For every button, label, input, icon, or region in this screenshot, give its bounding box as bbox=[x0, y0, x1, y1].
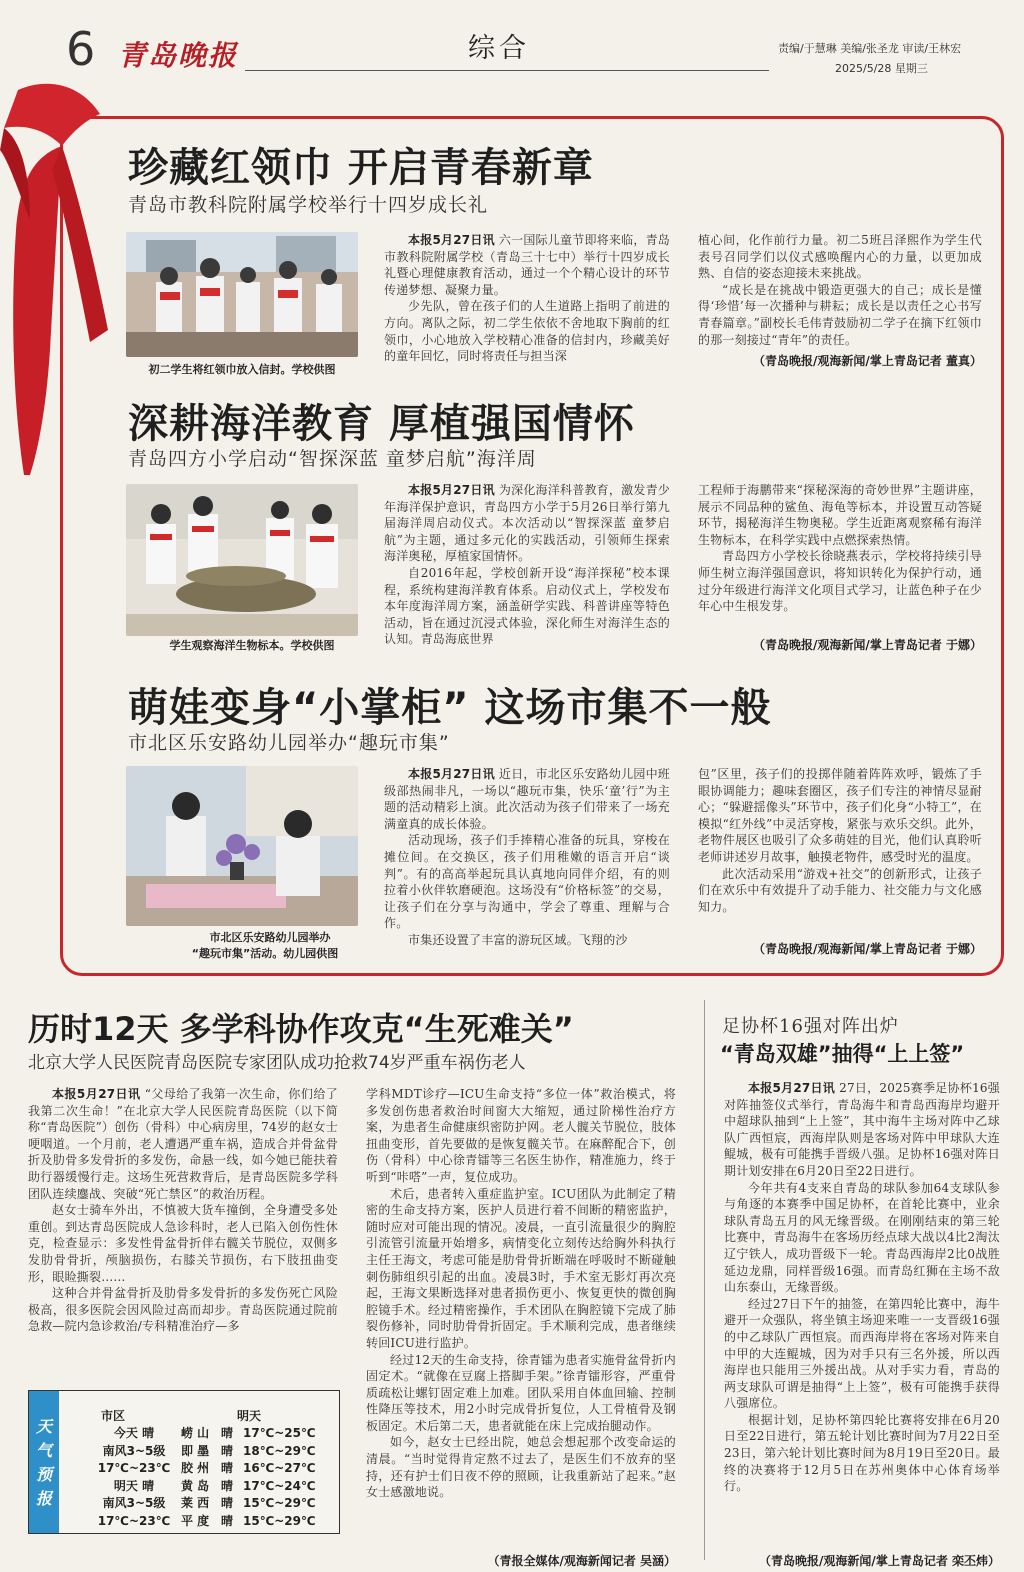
weather-district-row: 崂 山 晴 17℃~25℃ bbox=[181, 1426, 316, 1440]
article2-caption: 学生观察海洋生物标本。学校供图 bbox=[169, 639, 335, 652]
weather-box bbox=[28, 1390, 340, 1534]
article1-subtitle: 青岛市教科院附属学校举行十四岁成长礼 bbox=[128, 194, 489, 216]
article5-credit: （青岛晚报/观海新闻/掌上青岛记者 栾丕炜） bbox=[759, 1554, 1000, 1568]
article3-photo bbox=[126, 766, 358, 926]
article2-photo bbox=[126, 484, 358, 636]
weather-district-row: 黄 岛 晴 17℃~24℃ bbox=[181, 1478, 316, 1493]
article3-credit: （青岛晚报/观海新闻/掌上青岛记者 于娜） bbox=[753, 942, 982, 956]
red-scarf-icon bbox=[0, 80, 112, 480]
article3-caption-line1: 市北区乐安路幼儿园举办 bbox=[209, 931, 331, 944]
weather-district-row: 即 墨 晴 18℃~29℃ bbox=[181, 1443, 316, 1458]
article5-body: 本报5月27日讯 27日，2025赛季足协杯16强对阵抽签仪式举行，青岛海牛和青岛西海岸均避开中超球队抽到“上上签”，其中海牛主场对阵中乙球队广西恒宸，西海岸队则是客场对阵中甲球队大连鲲城，极有可能携手晋级八强。足协杯16强对阵日期计划安排在6月20日至22日进行。 今年共有4支来自青岛的球队参加64支球队参与角逐的本赛季中国足协杯，在首轮比赛中，业余球队青岛五月的风无缘晋级。在刚刚结束的第三轮比赛中，青岛海牛在客场历经点球大战以4比2淘汰辽宁铁人，成功晋级下一轮。青岛西海岸2比0战胜延边龙鼎，同样晋级16强。而青岛红狮在主场不敌山东泰山，无缘晋级。 经过27日下午的抽签，在第四轮比赛中，海牛避开一众强队，将坐镇主场迎来唯一一支晋级16强的中乙球队广西恒宸。而西海岸将在客场对阵来自中甲的大连鲲城，因为对手只有三名外援，所以西海岸也只能用三外援出战。从对手实力看，青岛的两支球队可谓是抽得“上上签”，极有可能携手获得八强席位。 根据计划，足协杯第四轮比赛将安排在6月20日至22日进行，第五轮计划比赛时间为7月22日至23日，第六轮计划比赛时间为8月19日至20日。最终的决赛将于12月5日在苏州奥体中心体育场举行。 bbox=[724, 1081, 1000, 1494]
header-rule bbox=[245, 70, 769, 71]
date-line: 2025/5/28 星期三 bbox=[835, 62, 928, 75]
weather-districts bbox=[181, 1425, 337, 1530]
weather-district-row: 胶 州 晴 16℃~27℃ bbox=[181, 1461, 316, 1475]
weather-label: 天气预报 bbox=[36, 1417, 53, 1508]
article1-credit: （青岛晚报/观海新闻/掌上青岛记者 董真） bbox=[753, 354, 982, 368]
article4-lead: 本报5月27日讯 bbox=[52, 1087, 141, 1101]
article3-caption-line2: “趣玩市集”活动。幼儿园供图 bbox=[191, 947, 339, 960]
article4-body-col1: 本报5月27日讯 “父母给了我第一次生命，你们给了我第二次生命！”在北京大学人民医院青岛医院（以下简称“青岛医院”）创伤（骨科）中心病房里，74岁的赵女士哽咽道。一个月前，老人遭遇严重车祸，造成合并骨盆骨折及肋骨多发骨折的多发伤，命悬一线，如今她已能扶着助行器缓慢行走。这场生死营救背后，是青岛医院多学科团队连续鏖战、突破“死亡禁区”的救治历程。 赵女士骑车外出，不慎被大货车撞倒，全身遭受多处重创。到达青岛医院成人急诊科时，老人已陷入创伤性休克，检查显示：多发性骨盆骨折伴右髋关节脱位，双侧多发肋骨骨折，颅脑损伤，右膝关节损伤，右下肢扭曲变形，眼睑撕裂…… 这种合并骨盆骨折及肋骨多发骨折的多发伤死亡风险极高，很多医院会因风险过高而却步。青岛医院通过院前急救—院内急诊救治/专科精准治疗—多 bbox=[28, 1087, 338, 1334]
article1-title: 珍藏红领巾 开启青春新章 bbox=[128, 145, 594, 191]
article3-title: 萌娃变身“小掌柜” 这场市集不一般 bbox=[128, 685, 772, 731]
article3-body-col2: 包”区里，孩子们的投掷伴随着阵阵欢呼，锻炼了手眼协调能力；趣味套圈区，孩子们专注的神情尽显耐心；“躲避揺像头”环节中，孩子们化身“小特工”，在模拟“红外线”中灵活穿梭，紧张与欢乐交织。此外，老物件展区也吸引了众多萌娃的目光，他们认真聆听老师讲述岁月故事，触摸老物件，感受时光的温度。 此次活动采用“游戏+社交”的创新形式，让孩子们在欢乐中有效提升了动手能力、社交能力与文化感知力。 bbox=[698, 767, 982, 914]
article1-lead: 本报5月27日讯 bbox=[408, 233, 495, 247]
weather-city-title: 市区 bbox=[101, 1409, 126, 1423]
column-divider bbox=[704, 1000, 705, 1560]
article2-lead: 本报5月27日讯 bbox=[408, 483, 495, 497]
article2-credit: （青岛晚报/观海新闻/掌上青岛记者 于娜） bbox=[753, 638, 982, 652]
article5-title: “青岛双雄”抽得“上上签” bbox=[720, 1042, 965, 1066]
article3-lead: 本报5月27日讯 bbox=[408, 767, 495, 781]
page-number: 6 bbox=[66, 22, 96, 76]
article5-lead: 本报5月27日讯 bbox=[748, 1081, 836, 1095]
weather-district-row: 平 度 晴 15℃~29℃ bbox=[181, 1513, 316, 1528]
article3-subtitle: 市北区乐安路幼儿园举办“趣玩市集” bbox=[128, 732, 450, 754]
weather-city: 今天 晴 南风3~5级 17℃~23℃ 明天 晴 南风3~5级 17℃~23℃ bbox=[97, 1426, 171, 1528]
article4-title: 历时12天 多学科协作攻克“生死难关” bbox=[28, 1010, 574, 1048]
article3-body-col1: 本报5月27日讯 近日，市北区乐安路幼儿园中班级部热闹非凡，一场以“趣玩市集，快乐‘童’行”为主题的活动精彩上演。此次活动为孩子们带来了一场充满童真的成长体验。 活动现场，孩子们手捧精心准备的玩具，穿梭在摊位间。在交换区，孩子们用稚嫩的语言开启“谈判”。有的高高举起玩具认真地向同伴介绍，有的则拉着小伙伴软磨硬泡。这场没有“价格标签”的交易，让孩子们在分享与沟通中，学会了尊重、理解与合作。 市集还设置了丰富的游玩区域。飞翔的沙 bbox=[384, 767, 670, 947]
article4-subtitle: 北京大学人民医院青岛医院专家团队成功抢救74岁严重车祸伤老人 bbox=[28, 1053, 526, 1073]
article4-body-col2: 学科MDT诊疗—ICU生命支持“多位一体”救治模式，将多发创伤患者救治时间窗大大缩短，通过阶梯性治疗方案，为患者生命健康织密防护网。老人髋关节脱位，肢体扭曲变形，首先要做的是恢复髋关节。在麻醉配合下，创伤（骨科）中心徐青镭等三名医生协作，精准施力，终于听到“咔嗒”一声，复位成功。 术后，患者转入重症监护室。ICU团队为此制定了精密的生命支持方案，医护人员进行着不间断的精密监护，随时应对可能出现的情况。凌晨，一直引流量很少的胸腔引流管引流量开始增多，病情变化立刻传达给胸外科执行主任王海文，考虑可能是肋骨骨折断端在呼吸时不断碰触刺伤肺组织引起的出血。凌晨3时，手术室无影灯再次亮起，王海文果断选择对患者损伤更小、恢复更快的微创胸腔镜手术。经过精密操作，手术团队在胸腔镜下完成了肺裂伤修补，同时肋骨骨折固定。手术顺利完成，患者继续转回ICU进行监护。 经过12天的生命支持，徐青镭为患者实施骨盆骨折内固定术。“就像在豆腐上搭脚手架。”徐青镭形容，严重骨质疏松让螺钉固定难上加难。团队采用自体血回输、控制性降压等技术，用2小时完成骨折复位，人工骨植骨及钢板固定。术后第二天，患者就能在床上完成抬腿动作。 如今，赵女士已经出院，她总会想起那个改变命运的清晨。“当时觉得肯定熬不过去了，是医生们不放弃的坚持，还有护士们日夜不停的照顾，让我重新站了起来。”赵女士感激地说。 bbox=[366, 1087, 676, 1500]
article4-credit: （青报全媒体/观海新闻记者 吴涵） bbox=[487, 1554, 676, 1568]
section-title: 综合 bbox=[468, 33, 530, 64]
paper-logo: 青岛晚报 bbox=[118, 39, 239, 72]
article5-kicker: 足协杯16强对阵出炉 bbox=[722, 1016, 899, 1037]
article2-body-col1: 本报5月27日讯 为深化海洋科普教育，激发青少年海洋保护意识，青岛四方小学于5月26日举行第九届海洋周启动仪式。本次活动以“智探深蓝 童梦启航”为主题，通过多元化的实践活动，引领师生探索海洋奥秘，厚植家国情怀。 自2016年起，学校创新开设“海洋探秘”校本课程，系统构建海洋教育体系。启动仪式上，学校发布本年度海洋周方案，涵盖研学实践、科普讲座等特色活动，旨在通过沉浸式体验，深化师生对海洋生态的认知。青岛海底世界 bbox=[384, 483, 670, 647]
article1-body-col1: 本报5月27日讯 六一国际儿童节即将来临，青岛市教科院附属学校（青岛三十七中）举行十四岁成长礼暨心理健康教育活动，通过一个个精心设计的环节传递梦想、凝聚力量。 少先队，曾在孩子们的人生道路上指明了前进的方向。离队之际，初二学生依依不舍地取下胸前的红领巾，小心地放入学校精心准备的信封内，珍藏美好的童年回忆，同时将责任与担当深 bbox=[384, 233, 670, 364]
article2-title: 深耕海洋教育 厚植强国情怀 bbox=[128, 401, 635, 447]
article1-photo bbox=[126, 232, 358, 357]
weather-district-row: 莱 西 晴 15℃~29℃ bbox=[181, 1496, 316, 1510]
weather-tomorrow-title: 明天 bbox=[237, 1409, 262, 1423]
article1-caption: 初二学生将红领巾放入信封。学校供图 bbox=[148, 363, 336, 376]
article2-body-col2: 工程师于海鹏带来“探秘深海的奇妙世界”主题讲座，展示不同品种的鲨鱼、海龟等标本，并设置互动答疑环节，揭秘海洋生物奥秘。学生近距离观察稀有海洋生物标本，在科学实践中点燃探索热情。 青岛四方小学校长徐晓燕表示，学校将持续引导师生树立海洋强国意识，将知识转化为保护行动，通过分年级进行海洋文化项目式学习，让蓝色种子在少年心中生根发芽。 bbox=[698, 483, 982, 614]
article1-body-col2: 植心间，化作前行力量。初二5班吕泽熙作为学生代表号召同学们以仪式感唤醒内心的力量，以更加成熟、自信的姿态迎接未来挑战。 “成长是在挑战中锻造更强大的自己；成长是懂得‘珍惜’每一次播种与耕耘；成长是以责任之心书写青春篇章。”副校长毛伟青鼓励初二学子在摘下红领巾的那一刻接过“青年”的责任。 bbox=[698, 233, 982, 347]
article2-subtitle: 青岛四方小学启动“智探深蓝 童梦启航”海洋周 bbox=[128, 448, 537, 470]
editors-line: 责编/于慧琳 美编/张圣龙 审读/王林宏 bbox=[778, 42, 962, 55]
